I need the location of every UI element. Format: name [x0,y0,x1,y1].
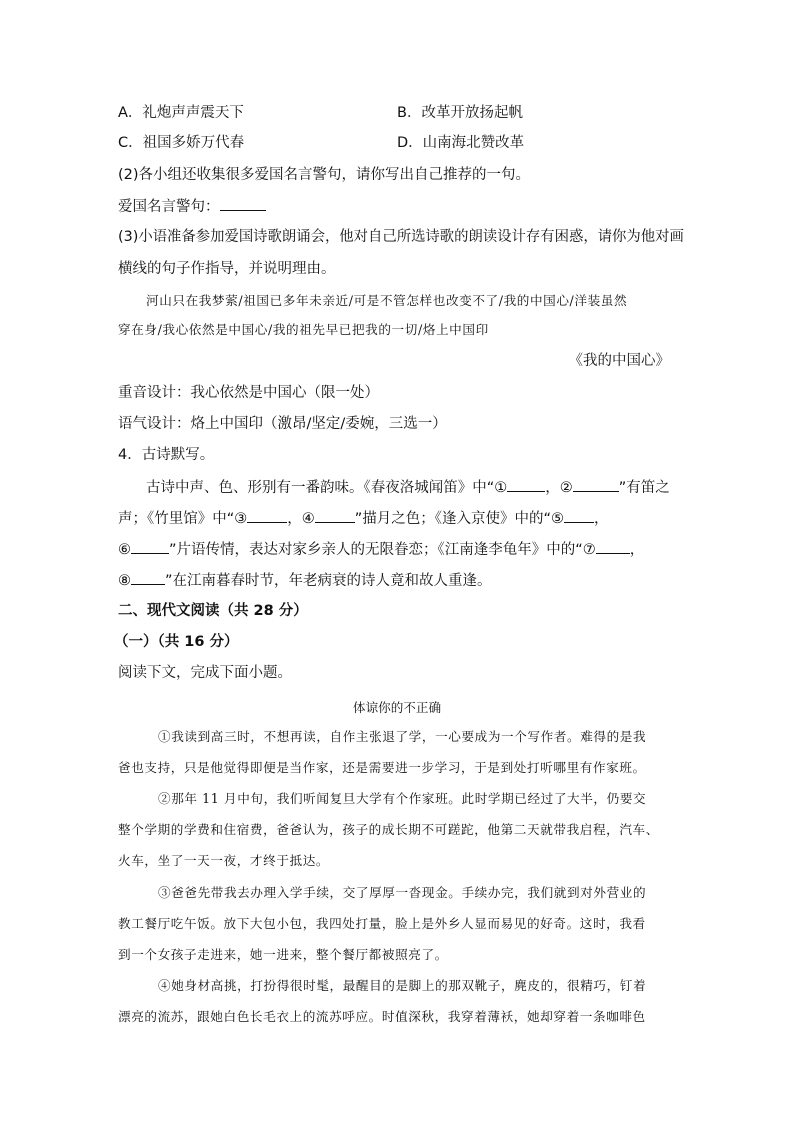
q4-text: 声；《竹里馆》中“③ [118,511,248,527]
q4-line-4 [118,570,492,591]
q4-text: ”在江南暮春时节，年老病衰的诗人竟和故人重逢。 [165,573,492,589]
article-title: 体谅你的不正确 [352,700,442,715]
blank-4[interactable] [315,508,355,523]
q4-text: ， [594,511,609,527]
article-line: ③爸爸先带我去办理入学手续，交了厚厚一沓现金。手续办完，我们就到对外营业的 [158,885,647,900]
article-line: ①我读到高三时，不想再读，自作主张退了学，一心要成为一个写作者。难得的是我 [158,729,647,744]
q2-blank[interactable] [220,196,266,211]
q4-line-3 [118,539,644,560]
tone-design: 语气设计：烙上中国印（激昂/坚定/委婉，三选一） [118,416,447,432]
q4-text: ，② [545,480,573,496]
choice-d: D．山南海北赞改革 [397,135,525,151]
q4-text: ⑧ [118,573,131,589]
q4-text: ”描月之色；《逢入京使》中的“⑤ [354,511,565,527]
article-line: 爸也支持，只是他觉得即便是当作家，还是需要进一步学习，于是到处打听哪里有作家班。 [118,760,646,775]
poem-source: 《我的中国心》 [568,353,670,369]
q4-text: 古诗中声、色、形别有一番韵味。《春夜洛城闻笛》中“① [146,480,508,496]
poem-line-1: 河山只在我梦萦/祖国已多年未亲近/可是不管怎样也改变不了/我的中国心/洋装虽然 [146,293,628,308]
q2-prompt: (2)各小组还收集很多爱国名言警句，请你写出自己推荐的一句。 [118,167,531,183]
blank-8[interactable] [131,570,165,585]
article-line: 到一个女孩子走进来，她一进来，整个餐厅都被照亮了。 [118,947,448,962]
reading-instruction: 阅读下文，完成下面小题。 [118,665,292,681]
article-line: 整个学期的学费和住宿费，爸爸认为，孩子的成长期不可蹉跎，他第二天就带我启程，汽车、 [118,822,659,837]
choice-c: C．祖国多娇万代春 [118,135,245,151]
q4-text: ，④ [287,511,315,527]
blank-7[interactable] [596,539,630,554]
q4-text: ”片语传情，表达对家乡亲人的无限眷恋；《江南逢李龟年》中的“⑦ [169,542,596,558]
section-heading: 二、现代文阅读（共 28 分） [118,603,308,619]
q4-text: ⑥ [118,542,131,558]
blank-2[interactable] [573,477,619,492]
q4-line-1 [146,477,670,498]
choice-b: B．改革开放扬起帆 [397,105,523,121]
q2-label: 爱国名言警句： [118,199,220,215]
q4-text: ”有笛之 [618,480,670,496]
q4-line-2 [118,508,609,529]
subsection-heading: （一）（共 16 分） [114,634,239,650]
blank-6[interactable] [131,539,169,554]
article-line: 火车，坐了一天一夜，才终于抵达。 [118,853,330,868]
blank-1[interactable] [507,477,545,492]
blank-3[interactable] [247,508,287,523]
stress-design: 重音设计：我心依然是中国心（限一处） [118,385,379,401]
article-line: ④她身材高挑，打扮得很时髦，最醒目的是脚上的那双靴子，麂皮的，很精巧，钉着 [158,978,647,993]
article-line: 漂亮的流苏，跟她白色长毛衣上的流苏呼应。时值深秋，我穿着薄袄，她却穿着一条咖啡色 [118,1009,646,1024]
q3-prompt-1: (3)小语准备参加爱国诗歌朗诵会，他对自己所选诗歌的朗读设计存有困惑，请你为他对画 [118,229,684,245]
q3-prompt-2: 横线的句子作指导，并说明理由。 [118,261,336,277]
q4-text: ， [629,542,645,558]
article-line: 教工餐厅吃午饭。放下大包小包，我四处打量，脸上是外乡人显而易见的好奇。这时，我看 [118,916,646,931]
poem-line-2: 穿在身/我心依然是中国心/我的祖先早已把我的一切/烙上中国印 [118,322,489,337]
choice-a: A．礼炮声声震天下 [118,105,244,121]
q4-title: 4．古诗默写。 [118,447,215,463]
blank-5[interactable] [564,508,594,523]
q2-answer-line [118,196,266,217]
article-line: ②那年 11 月中旬，我们听闻复旦大学有个作家班。此时学期已经过了大半，仍要交 [158,791,647,806]
